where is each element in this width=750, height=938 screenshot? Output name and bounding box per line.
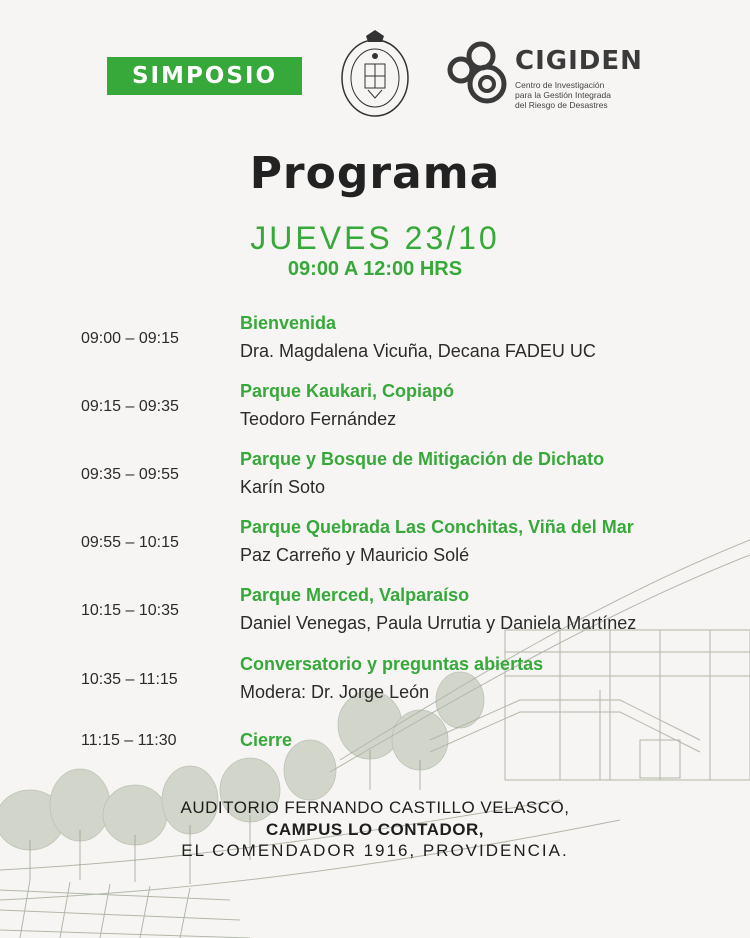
cigiden-description-line: del Riesgo de Desastres [515, 100, 608, 110]
agenda-session: Parque y Bosque de Mitigación de Dichato [240, 449, 605, 469]
agenda-session: Cierre [240, 730, 293, 750]
page-title: Programa [249, 148, 501, 199]
agenda-session: Parque Kaukari, Copiapó [240, 381, 455, 401]
event-day: JUEVES 23/10 [250, 220, 500, 256]
simposio-badge [107, 57, 302, 95]
agenda-session: Bienvenida [240, 313, 337, 333]
agenda-speaker: Paz Carreño y Mauricio Solé [240, 545, 470, 565]
agenda-speaker: Dra. Magdalena Vicuña, Decana FADEU UC [240, 341, 596, 361]
agenda-session: Parque Quebrada Las Conchitas, Viña del Mar [240, 517, 634, 537]
agenda-row [0, 449, 750, 509]
university-seal-logo [338, 28, 412, 120]
agenda-speaker: Modera: Dr. Jorge León [240, 682, 430, 702]
agenda-row [0, 517, 750, 577]
agenda-time: 09:15 – 09:35 [81, 398, 179, 415]
cigiden-description-line: Centro de Investigación [515, 80, 605, 90]
event-hours: 09:00 A 12:00 HRS [287, 258, 463, 280]
agenda-speaker: Daniel Venegas, Paula Urrutia y Daniela Martínez [240, 613, 637, 633]
agenda-row [0, 313, 750, 373]
agenda-row [0, 381, 750, 441]
agenda-row [0, 585, 750, 645]
agenda-time: 10:15 – 10:35 [81, 602, 179, 619]
cigiden-description [515, 80, 655, 110]
agenda-time: 11:15 – 11:30 [81, 732, 177, 749]
cigiden-name: CIGIDEN [515, 46, 643, 76]
agenda-session: Conversatorio y preguntas abiertas [240, 654, 544, 674]
agenda-row [0, 730, 750, 790]
simposio-badge-label: SIMPOSIO [131, 63, 278, 89]
venue-name: AUDITORIO FERNANDO CASTILLO VELASCO, [180, 798, 570, 817]
agenda-time: 10:35 – 11:15 [81, 671, 178, 688]
venue-campus: CAMPUS LO CONTADOR, [266, 820, 484, 839]
cigiden-logo-mark [447, 40, 509, 110]
agenda-time: 09:00 – 09:15 [81, 330, 179, 347]
venue-address: EL COMENDADOR 1916, PROVIDENCIA. [181, 841, 569, 860]
cigiden-description-line: para la Gestión Integrada [515, 90, 611, 100]
agenda-time: 09:35 – 09:55 [81, 466, 179, 483]
agenda-speaker: Karín Soto [240, 477, 326, 497]
agenda-time: 09:55 – 10:15 [81, 534, 179, 551]
agenda-session: Parque Merced, Valparaíso [240, 585, 470, 605]
agenda-speaker: Teodoro Fernández [240, 409, 397, 429]
agenda-row [0, 654, 750, 714]
